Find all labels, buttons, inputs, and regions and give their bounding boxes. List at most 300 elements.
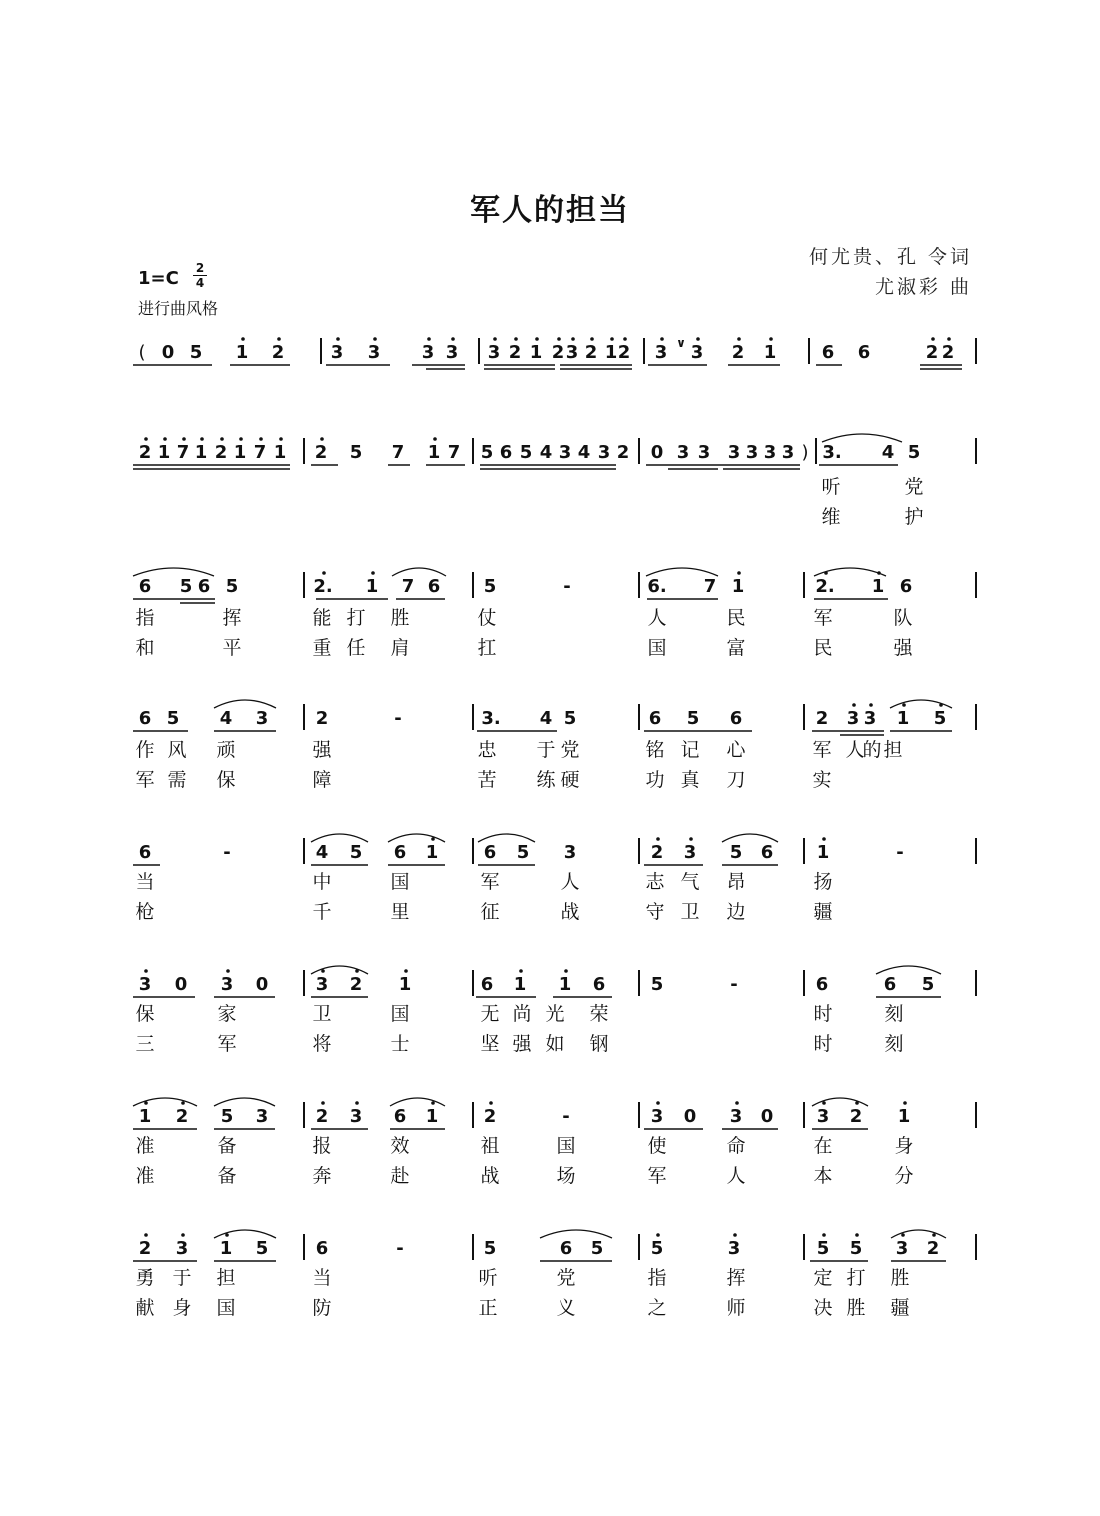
lyric-syllable: 打 <box>846 1267 866 1289</box>
lyric-syllable: 刻 <box>884 1003 904 1025</box>
note: 1 <box>816 842 830 863</box>
note: 3. <box>822 442 842 463</box>
note: 1 <box>529 342 543 363</box>
lyric-syllable: 担 <box>216 1267 236 1289</box>
notation-line <box>0 698 1100 738</box>
lyric-syllable: 准 <box>135 1165 155 1187</box>
lyric-syllable: 仗 <box>477 607 497 629</box>
slur <box>133 1098 197 1106</box>
octave-dot <box>903 1101 907 1105</box>
octave-dot <box>590 337 594 341</box>
note: 6 <box>393 1106 407 1127</box>
octave-dot <box>277 337 281 341</box>
note: 6 <box>559 1238 573 1259</box>
note: 0 <box>161 342 175 363</box>
note: 6 <box>483 842 497 863</box>
note: 6 <box>138 842 152 863</box>
lyric-syllable: 守 <box>645 901 665 923</box>
time-signature <box>193 262 207 289</box>
note: 3 <box>220 974 234 995</box>
lyric-syllable: 战 <box>480 1165 500 1187</box>
lyric-syllable: 疆 <box>890 1297 910 1319</box>
note: 3 <box>565 342 579 363</box>
note: 1 <box>365 576 379 597</box>
note: 3 <box>846 708 860 729</box>
octave-dot <box>557 337 561 341</box>
note: 4 <box>219 708 233 729</box>
octave-dot <box>610 337 614 341</box>
octave-dot <box>241 337 245 341</box>
lyric-syllable: 千 <box>312 901 332 923</box>
notation-line <box>0 432 1100 472</box>
lyric-syllable: 硬 <box>560 769 580 791</box>
time-signature-top: 2 <box>195 261 205 275</box>
note: 3 <box>727 1238 741 1259</box>
slur <box>311 834 368 842</box>
note: 1 <box>233 442 247 463</box>
note: 3 <box>330 342 344 363</box>
lyric-syllable: 风 <box>167 739 187 761</box>
note: 3 <box>255 708 269 729</box>
octave-dot <box>321 1101 325 1105</box>
note: 3 <box>745 442 759 463</box>
note: 1 <box>731 576 745 597</box>
note: 2 <box>138 1238 152 1259</box>
lyric-syllable: 于 <box>172 1267 192 1289</box>
note: 1 <box>235 342 249 363</box>
lyric-syllable: 保 <box>216 769 236 791</box>
notation-line <box>0 1096 1100 1136</box>
octave-dot <box>427 337 431 341</box>
lyric-syllable: 尚 <box>512 1003 532 1025</box>
lyric-syllable: 军 <box>812 739 832 761</box>
lyric-syllable: 苦 <box>477 769 497 791</box>
octave-dot <box>769 337 773 341</box>
lyric-syllable: 志 <box>645 871 665 893</box>
note: 3 <box>597 442 611 463</box>
octave-dot <box>279 437 283 441</box>
lyrics-verse-2 <box>0 1293 1100 1323</box>
slur <box>388 834 445 842</box>
octave-dot <box>371 571 375 575</box>
note: 0 <box>174 974 188 995</box>
octave-dot <box>733 1233 737 1237</box>
lyric-syllable: 军 <box>217 1033 237 1055</box>
lyric-syllable: 刻 <box>884 1033 904 1055</box>
note: 1 <box>604 342 618 363</box>
note: 5 <box>650 1238 664 1259</box>
note: 6 <box>499 442 513 463</box>
note: 3 <box>781 442 795 463</box>
note: 2 <box>815 708 829 729</box>
octave-dot <box>489 1101 493 1105</box>
slur <box>214 700 276 708</box>
octave-dot <box>852 703 856 707</box>
slur <box>822 434 902 442</box>
composer-credit: 尤淑彩 曲 <box>874 276 972 298</box>
lyric-syllable: 身 <box>172 1297 192 1319</box>
note: 0 <box>760 1106 774 1127</box>
note: 5 <box>650 974 664 995</box>
octave-dot <box>822 1101 826 1105</box>
lyrics-verse-1 <box>0 1131 1100 1161</box>
lyric-syllable: 民 <box>726 607 746 629</box>
note: 2 <box>650 842 664 863</box>
lyric-syllable: 保 <box>135 1003 155 1025</box>
lyric-syllable: 障 <box>312 769 332 791</box>
note: 3 <box>816 1106 830 1127</box>
lyric-syllable: 分 <box>894 1165 914 1187</box>
lyric-syllable: 指 <box>135 607 155 629</box>
note: 6 <box>883 974 897 995</box>
lyric-syllable: 防 <box>312 1297 332 1319</box>
note: 1 <box>194 442 208 463</box>
lyricist-credit: 何尤贵、孔 令词 <box>808 246 972 268</box>
note: 2 <box>349 974 363 995</box>
lyric-syllable: 勇 <box>135 1267 155 1289</box>
note: 5 <box>816 1238 830 1259</box>
lyric-syllable: 军 <box>647 1165 667 1187</box>
lyric-syllable: 听 <box>821 476 841 498</box>
lyric-syllable: 能 <box>312 607 332 629</box>
lyric-syllable: 练 <box>536 769 556 791</box>
notation-line <box>0 1228 1100 1268</box>
octave-dot <box>822 837 826 841</box>
lyric-syllable: 钢 <box>589 1033 609 1055</box>
note: 5 <box>483 576 497 597</box>
lyric-syllable: 光 <box>545 1003 565 1025</box>
lyric-syllable: 家 <box>217 1003 237 1025</box>
note: 1 <box>763 342 777 363</box>
lyric-syllable: 国 <box>556 1135 576 1157</box>
note: 2 <box>508 342 522 363</box>
lyric-syllable: 记 <box>680 739 700 761</box>
lyric-syllable: 奔 <box>312 1165 332 1187</box>
lyric-syllable: 效 <box>390 1135 410 1157</box>
lyric-syllable: 本 <box>813 1165 833 1187</box>
note: 5 <box>729 842 743 863</box>
note: ∨ <box>676 336 686 350</box>
lyric-syllable: 担 <box>883 739 903 761</box>
lyric-syllable: 心 <box>726 739 746 761</box>
lyric-syllable: 人 <box>726 1165 746 1187</box>
lyric-syllable: 需 <box>167 769 187 791</box>
note: 2 <box>175 1106 189 1127</box>
lyric-syllable: 里 <box>390 901 410 923</box>
note: 2 <box>941 342 955 363</box>
note: 7 <box>703 576 717 597</box>
octave-dot <box>144 437 148 441</box>
octave-dot <box>493 337 497 341</box>
lyric-syllable: 胜 <box>390 607 410 629</box>
lyric-syllable: 维 <box>821 506 841 528</box>
note: 5 <box>179 576 193 597</box>
lyric-syllable: 强 <box>893 637 913 659</box>
note: 6 <box>480 974 494 995</box>
note: 5 <box>349 442 363 463</box>
lyric-syllable: 征 <box>480 901 500 923</box>
song-title: 军人的担当 <box>470 193 630 228</box>
note: 3 <box>563 842 577 863</box>
note: 6 <box>197 576 211 597</box>
lyric-syllable: 胜 <box>890 1267 910 1289</box>
octave-dot <box>901 1233 905 1237</box>
note: 1 <box>219 1238 233 1259</box>
lyric-syllable: 之 <box>647 1297 667 1319</box>
note: 5 <box>225 576 239 597</box>
octave-dot <box>656 1233 660 1237</box>
octave-dot <box>571 337 575 341</box>
lyric-syllable: 身 <box>894 1135 914 1157</box>
note: 3 <box>863 708 877 729</box>
note: ) <box>801 442 809 463</box>
octave-dot <box>535 337 539 341</box>
octave-dot <box>336 337 340 341</box>
note: 3 <box>654 342 668 363</box>
lyric-syllable: 于 <box>536 739 556 761</box>
lyrics-verse-2 <box>0 897 1100 927</box>
lyric-syllable: 党 <box>904 476 924 498</box>
lyric-syllable: 胜 <box>846 1297 866 1319</box>
note: 6 <box>729 708 743 729</box>
note: 2 <box>616 442 630 463</box>
lyric-syllable: 军 <box>813 607 833 629</box>
note: 2 <box>849 1106 863 1127</box>
note: 3 <box>558 442 572 463</box>
note: 5 <box>849 1238 863 1259</box>
note: 7 <box>176 442 190 463</box>
note: 5 <box>590 1238 604 1259</box>
note: 7 <box>447 442 461 463</box>
lyric-syllable: 备 <box>217 1165 237 1187</box>
octave-dot <box>200 437 204 441</box>
lyric-syllable: 报 <box>312 1135 332 1157</box>
note: 5 <box>516 842 530 863</box>
octave-dot <box>902 703 906 707</box>
lyric-syllable: 中 <box>312 871 332 893</box>
note: 1 <box>273 442 287 463</box>
lyric-syllable: 将 <box>312 1033 332 1055</box>
octave-dot <box>355 1101 359 1105</box>
note: 6 <box>138 708 152 729</box>
lyric-syllable: 听 <box>478 1267 498 1289</box>
lyrics-verse-1 <box>0 603 1100 633</box>
lyric-syllable: 备 <box>217 1135 237 1157</box>
notation-marks <box>0 432 1100 476</box>
lyric-syllable: 卫 <box>680 901 700 923</box>
lyric-syllable: 场 <box>556 1165 576 1187</box>
lyric-syllable: 荣 <box>589 1003 609 1025</box>
note: 1 <box>425 842 439 863</box>
lyric-syllable: 铭 <box>645 739 665 761</box>
octave-dot <box>181 1233 185 1237</box>
note: 3 <box>138 974 152 995</box>
note: 4 <box>577 442 591 463</box>
note: 5 <box>921 974 935 995</box>
note: 2 <box>483 1106 497 1127</box>
lyric-syllable: 如 <box>545 1033 565 1055</box>
note: 0 <box>650 442 664 463</box>
note: 3 <box>175 1238 189 1259</box>
lyric-syllable: 士 <box>390 1033 410 1055</box>
note: - <box>562 1106 570 1127</box>
octave-dot <box>433 437 437 441</box>
octave-dot <box>932 1233 936 1237</box>
lyric-syllable: 使 <box>647 1135 667 1157</box>
note: 6 <box>821 342 835 363</box>
notation-line <box>0 832 1100 872</box>
note: 3 <box>650 1106 664 1127</box>
lyric-syllable: 强 <box>312 739 332 761</box>
slur <box>876 966 941 974</box>
octave-dot <box>181 1101 185 1105</box>
octave-dot <box>855 1233 859 1237</box>
octave-dot <box>514 337 518 341</box>
note: 1 <box>513 974 527 995</box>
lyric-syllable: 卫 <box>312 1003 332 1025</box>
note: 3 <box>727 442 741 463</box>
lyric-syllable: 国 <box>216 1297 236 1319</box>
lyric-syllable: 任 <box>346 637 366 659</box>
lyric-syllable: 国 <box>647 637 667 659</box>
octave-dot <box>144 1233 148 1237</box>
note: 6 <box>393 842 407 863</box>
lyric-syllable: 扬 <box>813 871 833 893</box>
note: 5 <box>686 708 700 729</box>
lyric-syllable: 战 <box>560 901 580 923</box>
lyric-syllable: 挥 <box>222 607 242 629</box>
slur <box>890 700 952 708</box>
octave-dot <box>564 969 568 973</box>
note: 6 <box>648 708 662 729</box>
note: 4 <box>539 708 553 729</box>
note: 2. <box>815 576 835 597</box>
notation-line <box>0 332 1100 372</box>
note: 3 <box>487 342 501 363</box>
octave-dot <box>373 337 377 341</box>
slur <box>478 834 535 842</box>
note: 7 <box>401 576 415 597</box>
lyric-syllable: 党 <box>556 1267 576 1289</box>
note: - <box>396 1238 404 1259</box>
note: 5 <box>907 442 921 463</box>
octave-dot <box>689 837 693 841</box>
lyric-syllable: 命 <box>726 1135 746 1157</box>
slur <box>646 568 718 576</box>
note: 3 <box>315 974 329 995</box>
lyric-syllable: 定 <box>813 1267 833 1289</box>
slur <box>814 568 886 576</box>
lyrics-verse-1 <box>0 472 1100 502</box>
note: 5 <box>349 842 363 863</box>
slur <box>214 1098 275 1106</box>
time-signature-bottom: 4 <box>195 276 205 290</box>
octave-dot <box>451 337 455 341</box>
lyric-syllable: 祖 <box>480 1135 500 1157</box>
note: 6 <box>857 342 871 363</box>
note: 3. <box>481 708 501 729</box>
octave-dot <box>182 437 186 441</box>
note: - <box>730 974 738 995</box>
lyric-syllable: 忠 <box>477 739 497 761</box>
note: 3 <box>697 442 711 463</box>
octave-dot <box>226 969 230 973</box>
lyric-syllable: 三 <box>135 1033 155 1055</box>
lyric-syllable: 赴 <box>390 1165 410 1187</box>
octave-dot <box>656 837 660 841</box>
lyric-syllable: 民 <box>813 637 833 659</box>
lyric-syllable: 指 <box>647 1267 667 1289</box>
note: 2 <box>926 1238 940 1259</box>
octave-dot <box>519 969 523 973</box>
lyrics-verse-1 <box>0 867 1100 897</box>
note: 1 <box>425 1106 439 1127</box>
slur <box>891 1230 946 1238</box>
slur <box>812 1098 868 1106</box>
lyric-syllable: 刀 <box>726 769 746 791</box>
lyric-syllable: 富 <box>726 637 746 659</box>
lyric-syllable: 决 <box>813 1297 833 1319</box>
slur <box>540 1230 612 1238</box>
lyric-syllable: 扛 <box>477 637 497 659</box>
lyric-syllable: 献 <box>135 1297 155 1319</box>
lyric-syllable: 昂 <box>726 871 746 893</box>
note: 5 <box>220 1106 234 1127</box>
octave-dot <box>737 571 741 575</box>
note: 2 <box>214 442 228 463</box>
note: 3 <box>683 842 697 863</box>
octave-dot <box>259 437 263 441</box>
note: 3 <box>763 442 777 463</box>
octave-dot <box>737 337 741 341</box>
note: 2 <box>551 342 565 363</box>
slur <box>311 966 368 974</box>
octave-dot <box>220 437 224 441</box>
lyric-syllable: 人 <box>560 871 580 893</box>
lyric-syllable: 真 <box>680 769 700 791</box>
notation-marks <box>0 332 1100 376</box>
octave-dot <box>431 1101 435 1105</box>
lyrics-verse-2 <box>0 1161 1100 1191</box>
lyric-syllable: 时 <box>813 1003 833 1025</box>
slur <box>392 568 446 576</box>
note: 4 <box>881 442 895 463</box>
lyric-syllable: 功 <box>645 769 665 791</box>
note: 5 <box>483 1238 497 1259</box>
note: 2 <box>731 342 745 363</box>
note: 6. <box>647 576 667 597</box>
octave-dot <box>623 337 627 341</box>
lyric-syllable: 顽 <box>216 739 236 761</box>
note: 1 <box>138 1106 152 1127</box>
note: 6 <box>592 974 606 995</box>
lyric-syllable: 实 <box>812 769 832 791</box>
note: 5 <box>933 708 947 729</box>
note: 3 <box>729 1106 743 1127</box>
note: 3 <box>690 342 704 363</box>
note: - <box>563 576 571 597</box>
note: 2 <box>314 442 328 463</box>
performance-style: 进行曲风格 <box>138 299 219 318</box>
octave-dot <box>735 1101 739 1105</box>
note: ( <box>138 342 146 363</box>
lyrics-verse-1 <box>0 999 1100 1029</box>
note: - <box>896 842 904 863</box>
lyric-syllable: 正 <box>478 1297 498 1319</box>
octave-dot <box>320 437 324 441</box>
lyric-syllable: 疆 <box>813 901 833 923</box>
note: 4 <box>539 442 553 463</box>
